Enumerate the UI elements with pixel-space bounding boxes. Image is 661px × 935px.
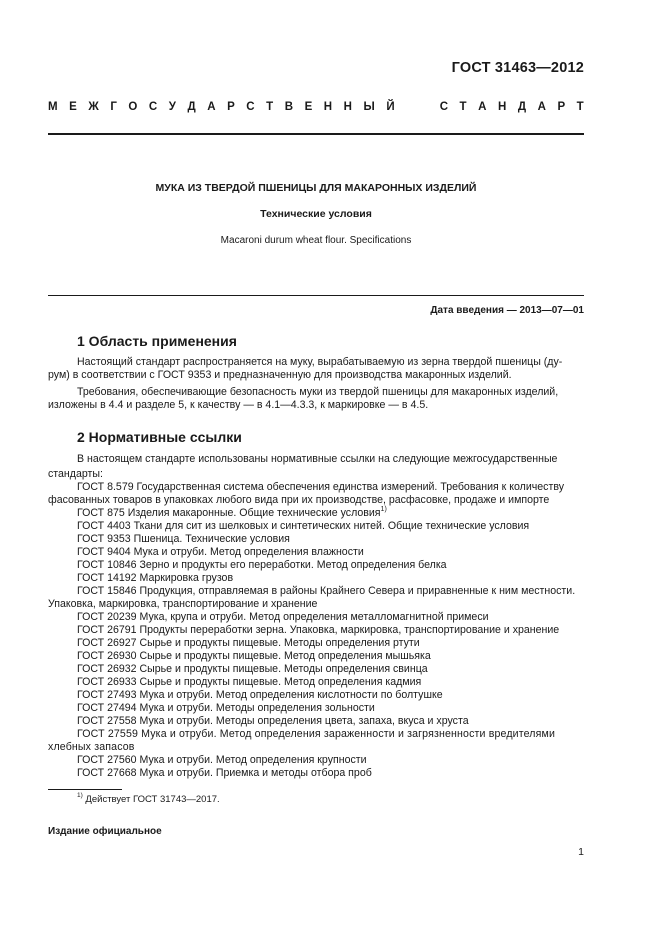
reference-item: ГОСТ 26933 Сырье и продукты пищевые. Метод определения кадмия	[77, 676, 422, 688]
scope-paragraph-2	[48, 386, 584, 412]
reference-item: ГОСТ 10846 Зерно и продукты его переработки. Метод определения белка	[77, 559, 447, 571]
document-title: МУКА ИЗ ТВЕРДОЙ ПШЕНИЦЫ ДЛЯ МАКАРОННЫХ ИЗДЕЛИЙ	[155, 182, 477, 194]
banner-letter: А	[207, 101, 216, 113]
banner-letter: Т	[459, 101, 467, 113]
reference-item: ГОСТ 27494 Мука и отруби. Методы определения зольности	[77, 702, 375, 714]
reference-item: ГОСТ 26930 Сырье и продукты пищевые. Метод определения мышьяка	[77, 650, 431, 662]
reference-item: ГОСТ 26791 Продукты переработки зерна. Упаковка, маркировка, транспортирование и хранение	[77, 624, 560, 636]
reference-item: ГОСТ 875 Изделия макаронные. Общие технические условия$^{1)}$	[77, 506, 387, 519]
banner-letter: А	[478, 101, 487, 113]
reference-item: ГОСТ 15846 Продукция, отправляемая в районы Крайнего Севера и приравненные к ним местности. Упаковка, маркировка, транспортирование и хранение	[48, 585, 576, 610]
banner-letter: Т	[576, 101, 584, 113]
header-rule	[48, 133, 584, 135]
banner-word-gap	[406, 101, 428, 113]
footnote: $^{1)}$ Действует ГОСТ 31743—2017.	[77, 792, 220, 805]
reference-item: ГОСТ 8.579 Государственная система обеспечения единства измерений. Требования к количеству фасованных товаров в упаковках любого вида при их производстве, расфасовке, продаже и импорте	[48, 481, 565, 506]
normative-references-list	[48, 468, 584, 780]
banner-letter: О	[128, 101, 138, 113]
footnote-rule	[48, 789, 122, 790]
document-number: ГОСТ 31463—2012	[451, 60, 584, 76]
reference-item: ГОСТ 27558 Мука и отруби. Методы определения цвета, запаха, вкуса и хруста	[77, 715, 469, 727]
banner-letter: Р	[557, 101, 566, 113]
reference-item: ГОСТ 9353 Пшеница. Технические условия	[77, 533, 290, 545]
section-heading-scope: 1 Область применения	[77, 333, 237, 349]
banner-letter: Е	[304, 101, 313, 113]
banner-letter: М	[48, 101, 58, 113]
banner-letter: Е	[69, 101, 77, 113]
banner-letter: А	[537, 101, 546, 113]
banner-letter: Д	[187, 101, 196, 113]
banner-letter: С	[439, 101, 448, 113]
references-intro	[48, 453, 584, 466]
banner-letter: Ы	[363, 101, 375, 113]
document-subtitle: Технические условия	[260, 208, 372, 220]
official-edition-label: Издание официальное	[48, 826, 162, 837]
banner-letter: Н	[323, 101, 333, 113]
banner-letter: С	[148, 101, 158, 113]
banner-letter: Й	[386, 101, 395, 113]
banner-letter: Н	[497, 101, 507, 113]
banner-letter: Т	[266, 101, 274, 113]
reference-item: ГОСТ 27559 Мука и отруби. Метод определения зараженности и загрязненности вредителями хлебных запасов	[48, 728, 556, 753]
page-number: 1	[578, 846, 584, 858]
footnote-marker: 1)	[77, 792, 83, 799]
banner-letter: Н	[343, 101, 352, 113]
paragraph-line: Требования, обеспечивающие безопасность муки из твердой пшеницы для макаронных изделий,	[77, 386, 559, 398]
banner-letter: У	[168, 101, 176, 113]
document-title-english: Macaroni durum wheat flour. Specifications	[220, 235, 412, 246]
title-rule	[48, 295, 584, 296]
reference-item: ГОСТ 4403 Ткани для сит из шелковых и синтетических нитей. Общие технические условия	[77, 520, 530, 532]
paragraph-line: В настоящем стандарте использованы нормативные ссылки на следующие межгосударственные	[77, 453, 558, 465]
paragraph-line: Настоящий стандарт распространяется на муку, вырабатываемую из зерна твердой пшеницы (ду-	[77, 356, 563, 368]
reference-item: ГОСТ 26932 Сырье и продукты пищевые. Методы определения свинца	[77, 663, 428, 675]
reference-item: ГОСТ 27560 Мука и отруби. Метод определения крупности	[77, 754, 367, 766]
interstate-standard-banner	[48, 101, 584, 113]
section-heading-references: 2 Нормативные ссылки	[77, 429, 242, 445]
banner-letter: Р	[227, 101, 235, 113]
reference-item: ГОСТ 26927 Сырье и продукты пищевые. Методы определения ртути	[77, 637, 420, 649]
reference-item: ГОСТ 27493 Мука и отруби. Метод определения кислотности по болтушке	[77, 689, 443, 701]
reference-item: ГОСТ 27668 Мука и отруби. Приемка и методы отбора проб	[77, 767, 372, 779]
footnote-marker: 1)	[380, 506, 387, 513]
paragraph-line: изложены в 4.4 и разделе 5, к качеству — в 4.1—4.3.3, к маркировке — в 4.5.	[48, 399, 429, 411]
reference-item: ГОСТ 20239 Мука, крупа и отруби. Метод определения металломагнитной примеси	[77, 611, 489, 623]
banner-letter: Ж	[88, 101, 99, 113]
banner-letter: С	[246, 101, 255, 113]
intro-continuation: стандарты:	[48, 468, 103, 480]
paragraph-line: рум) в соответствии с ГОСТ 9353 и предназначенную для производства макаронных изделий.	[48, 369, 512, 381]
banner-letter: В	[284, 101, 294, 113]
reference-item: ГОСТ 9404 Мука и отруби. Метод определения влажности	[77, 546, 364, 558]
reference-item: ГОСТ 14192 Маркировка грузов	[77, 572, 234, 584]
banner-letter: Д	[517, 101, 527, 113]
scope-paragraph-1	[48, 356, 584, 382]
introduction-date: Дата введения — 2013—07—01	[430, 305, 584, 316]
banner-letter: Г	[110, 101, 117, 113]
